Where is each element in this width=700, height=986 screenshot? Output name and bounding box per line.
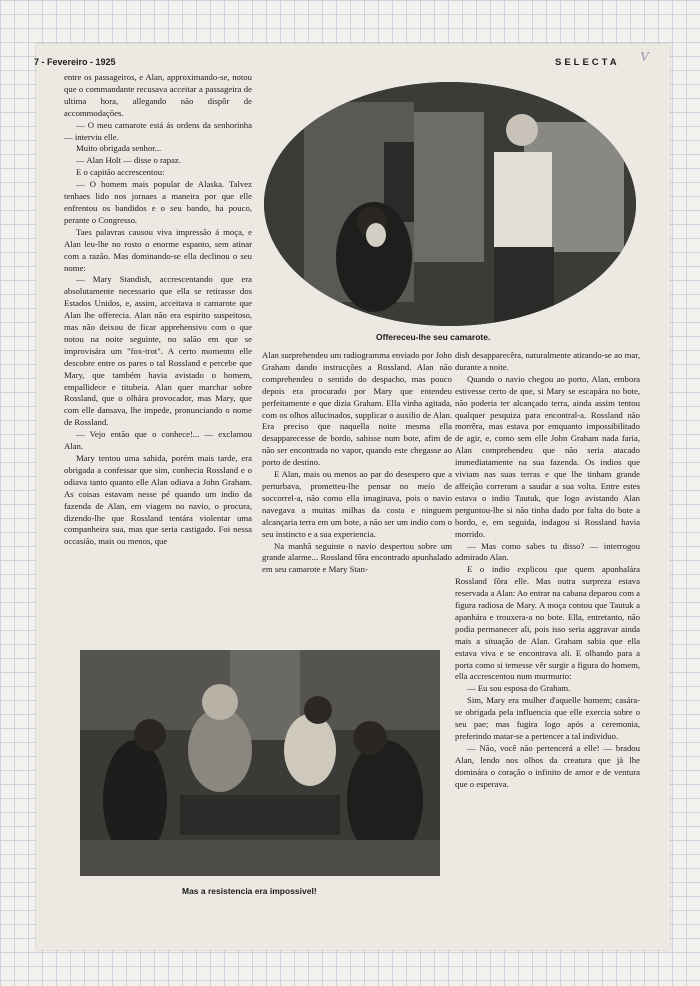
photo-struggle-scene: [80, 650, 440, 876]
pencil-mark: V: [640, 50, 649, 65]
paragraph: Mary tentou uma sahida, porém mais tarde, era obrigada a confessar que sim, conhecia Rossland e o odiava tanto quanto elle Alan odiava a John Graham. As coisas estavam nesse pé quando um indio da fazenda de Alan, em viagem no navio, o procura, dizendo-lhe que Rossland tentára violentar uma companheira sua, mas que seria castigado. Foi nessa occasião, mais ou menos, que: [64, 453, 252, 547]
paragraph: — O homem mais popular de Alaska. Talvez tenhaes lido nos jornaes a maneira por que elle enfrentou os bandidos e o seu bando, ha pouco, perante o Congresso.: [64, 179, 252, 225]
issue-date: 7 - Fevereiro - 1925: [34, 57, 116, 67]
text-column-3: [455, 350, 640, 900]
text-column-2: [262, 350, 452, 640]
photo-cabin-scene: [264, 82, 636, 326]
paragraph: — Não, você não pertencerá a elle! — bradou Alan, lendo nos olhos da creatura que já lhe dominára o coração o infinito de amor e de ventura que o esperava.: [455, 742, 640, 789]
magazine-title: SELECTA: [555, 57, 620, 68]
paragraph: — O meu camarote está ás ordens da senhorinha — interviu elle.: [64, 119, 252, 142]
text-column-1: [64, 72, 252, 646]
paragraph: Alan surprehendeu um radiogramma enviado por John Graham dando instrucções a Rossland. Alan não comprehendeu o sentido do despacho, mas pouco depois era procurado por Mary que entendeu perfeitamente e que dizia Graham. Ella vinha agitada, com os olhos allucinados, supplicar o auxilio de Alan. Era preciso que naquella noite mesma ella desapparecesse de bordo, sahisse num bote, afim de não ser encontrada no vapor, quando este chegasse ao porto de destino.: [262, 350, 452, 468]
top-photo-caption: Offereceu-lhe seu camarote.: [376, 332, 491, 342]
paragraph: Sim, Mary era mulher d'aquelle homem; casára-se obrigada pela influencia que elle exercia sobre o seu pae; mas fugira logo após a ceremonia, preferindo matar-se a pertencer a tal individuo.: [455, 695, 640, 741]
paragraph: dish desapparecêra, naturalmente atirando-se ao mar, durante a noite.: [455, 350, 640, 372]
paragraph: entre os passageiros, e Alan, approximando-se, notou que o commandante recusava acceitar a passageira de ultima hora, allegando não dispôr de accommodações.: [64, 72, 252, 118]
paragraph: Muito obrigada senhor...: [76, 143, 162, 154]
paragraph: E Alan, mais ou menos ao par do desespero que a perturbava, prometteu-lhe pensar no meio de soccorrel-a, não como ella imaginava, pois o navio navegava a muitas milhas da costa e ninguem alcançaria terra em um bote, a não ser um indio com o seu instincto e a sua experiencia.: [262, 469, 452, 539]
paragraph: Taes palavras causou viva impressão á moça, e Alan leu-lhe no rosto o enorme espanto, sem atinar com a razão. Mas dominando-se ella declinou o seu nome:: [64, 226, 252, 273]
paragraph: — Vejo então que o conhece!... — exclamou Alan.: [64, 429, 252, 452]
paragraph: Quando o navio chegou ao porto, Alan, embora estivesse certo de que, si Mary se escapára no bote, não poderia ter alcançado terra, ainda assim tentou qualquer pesquiza para encontral-a. Rossland não morrêra, mas estava por emquanto impossibilitado de agir, e, como sem elle John Graham nada faria, Alan comprehendeu que não seria atacado immediatamente na sua fazenda. Os indios que viviam nas suas terras e que lhe tinham grande affeição correram a saudar a sua volta. Entre estes estava o indio Tautuk, que logo avistando Alan perguntou-lhe si não tinha dado por falta do bote a bordo, e, em seguida, indagou si Rossland havia morrido.: [455, 373, 640, 539]
bottom-photo-caption: Mas a resistencia era impossivel!: [182, 886, 317, 896]
paragraph: — Mas como sabes tu disso? — interrogou admirado Alan.: [455, 540, 640, 563]
paragraph: E o indio explicou que quem apunhalára Rossland fôra elle. Mas outra surpreza estava reservada a Alan: Ao entrar na cabana deparou com a figura radiosa de Mary. A moça contou que Tautuk a apanhára e trouxera-a no bote. Ella, entretanto, não podia permanecer ali, pois isso seria aggravar ainda mais a situação de Alan. Graham sabia que ella estava viva e se encontrava ali. E olhando para a porta como si temesse vêr surgir a figura do homem, ella accrescentou num murmurio:: [455, 564, 640, 682]
paragraph: Na manhã seguinte o navio despertou sobre um grande alarme... Rossland fôra encontrado apunhalado em seu camarote e Mary Stan-: [262, 540, 452, 575]
photo-struggle-illustration: [80, 650, 440, 876]
paragraph: — Alan Holt — disse o rapaz.: [76, 155, 181, 166]
paragraph: — Mary Standish, accrescentando que era absolutamente necessario que ella se retirasse dos Estados Unidos, e, assim, acceitava o camarote que Alan lhe offerecia. Alan não era espirito suspeitoso, mas não deixou de ficar apprehensivo com o que notou na noite seguinte, no salão em que se improvisára um "fox-trot". A certo momento elle descobre entre os pares o tal Rossland e percebe que Mary, que também havia avistado o homem, empallidece e titubeia. Alan quer marchar sobre Rossland, que o olhára provocador, mas Mary, que com elle dansava, lhe impede, pronunciando o nome de Rossland.: [64, 274, 252, 428]
paragraph: E o capitão accrescentou:: [76, 167, 165, 178]
photo-cabin-illustration: [264, 82, 636, 326]
paragraph: — Eu sou esposa do Graham.: [467, 683, 571, 694]
